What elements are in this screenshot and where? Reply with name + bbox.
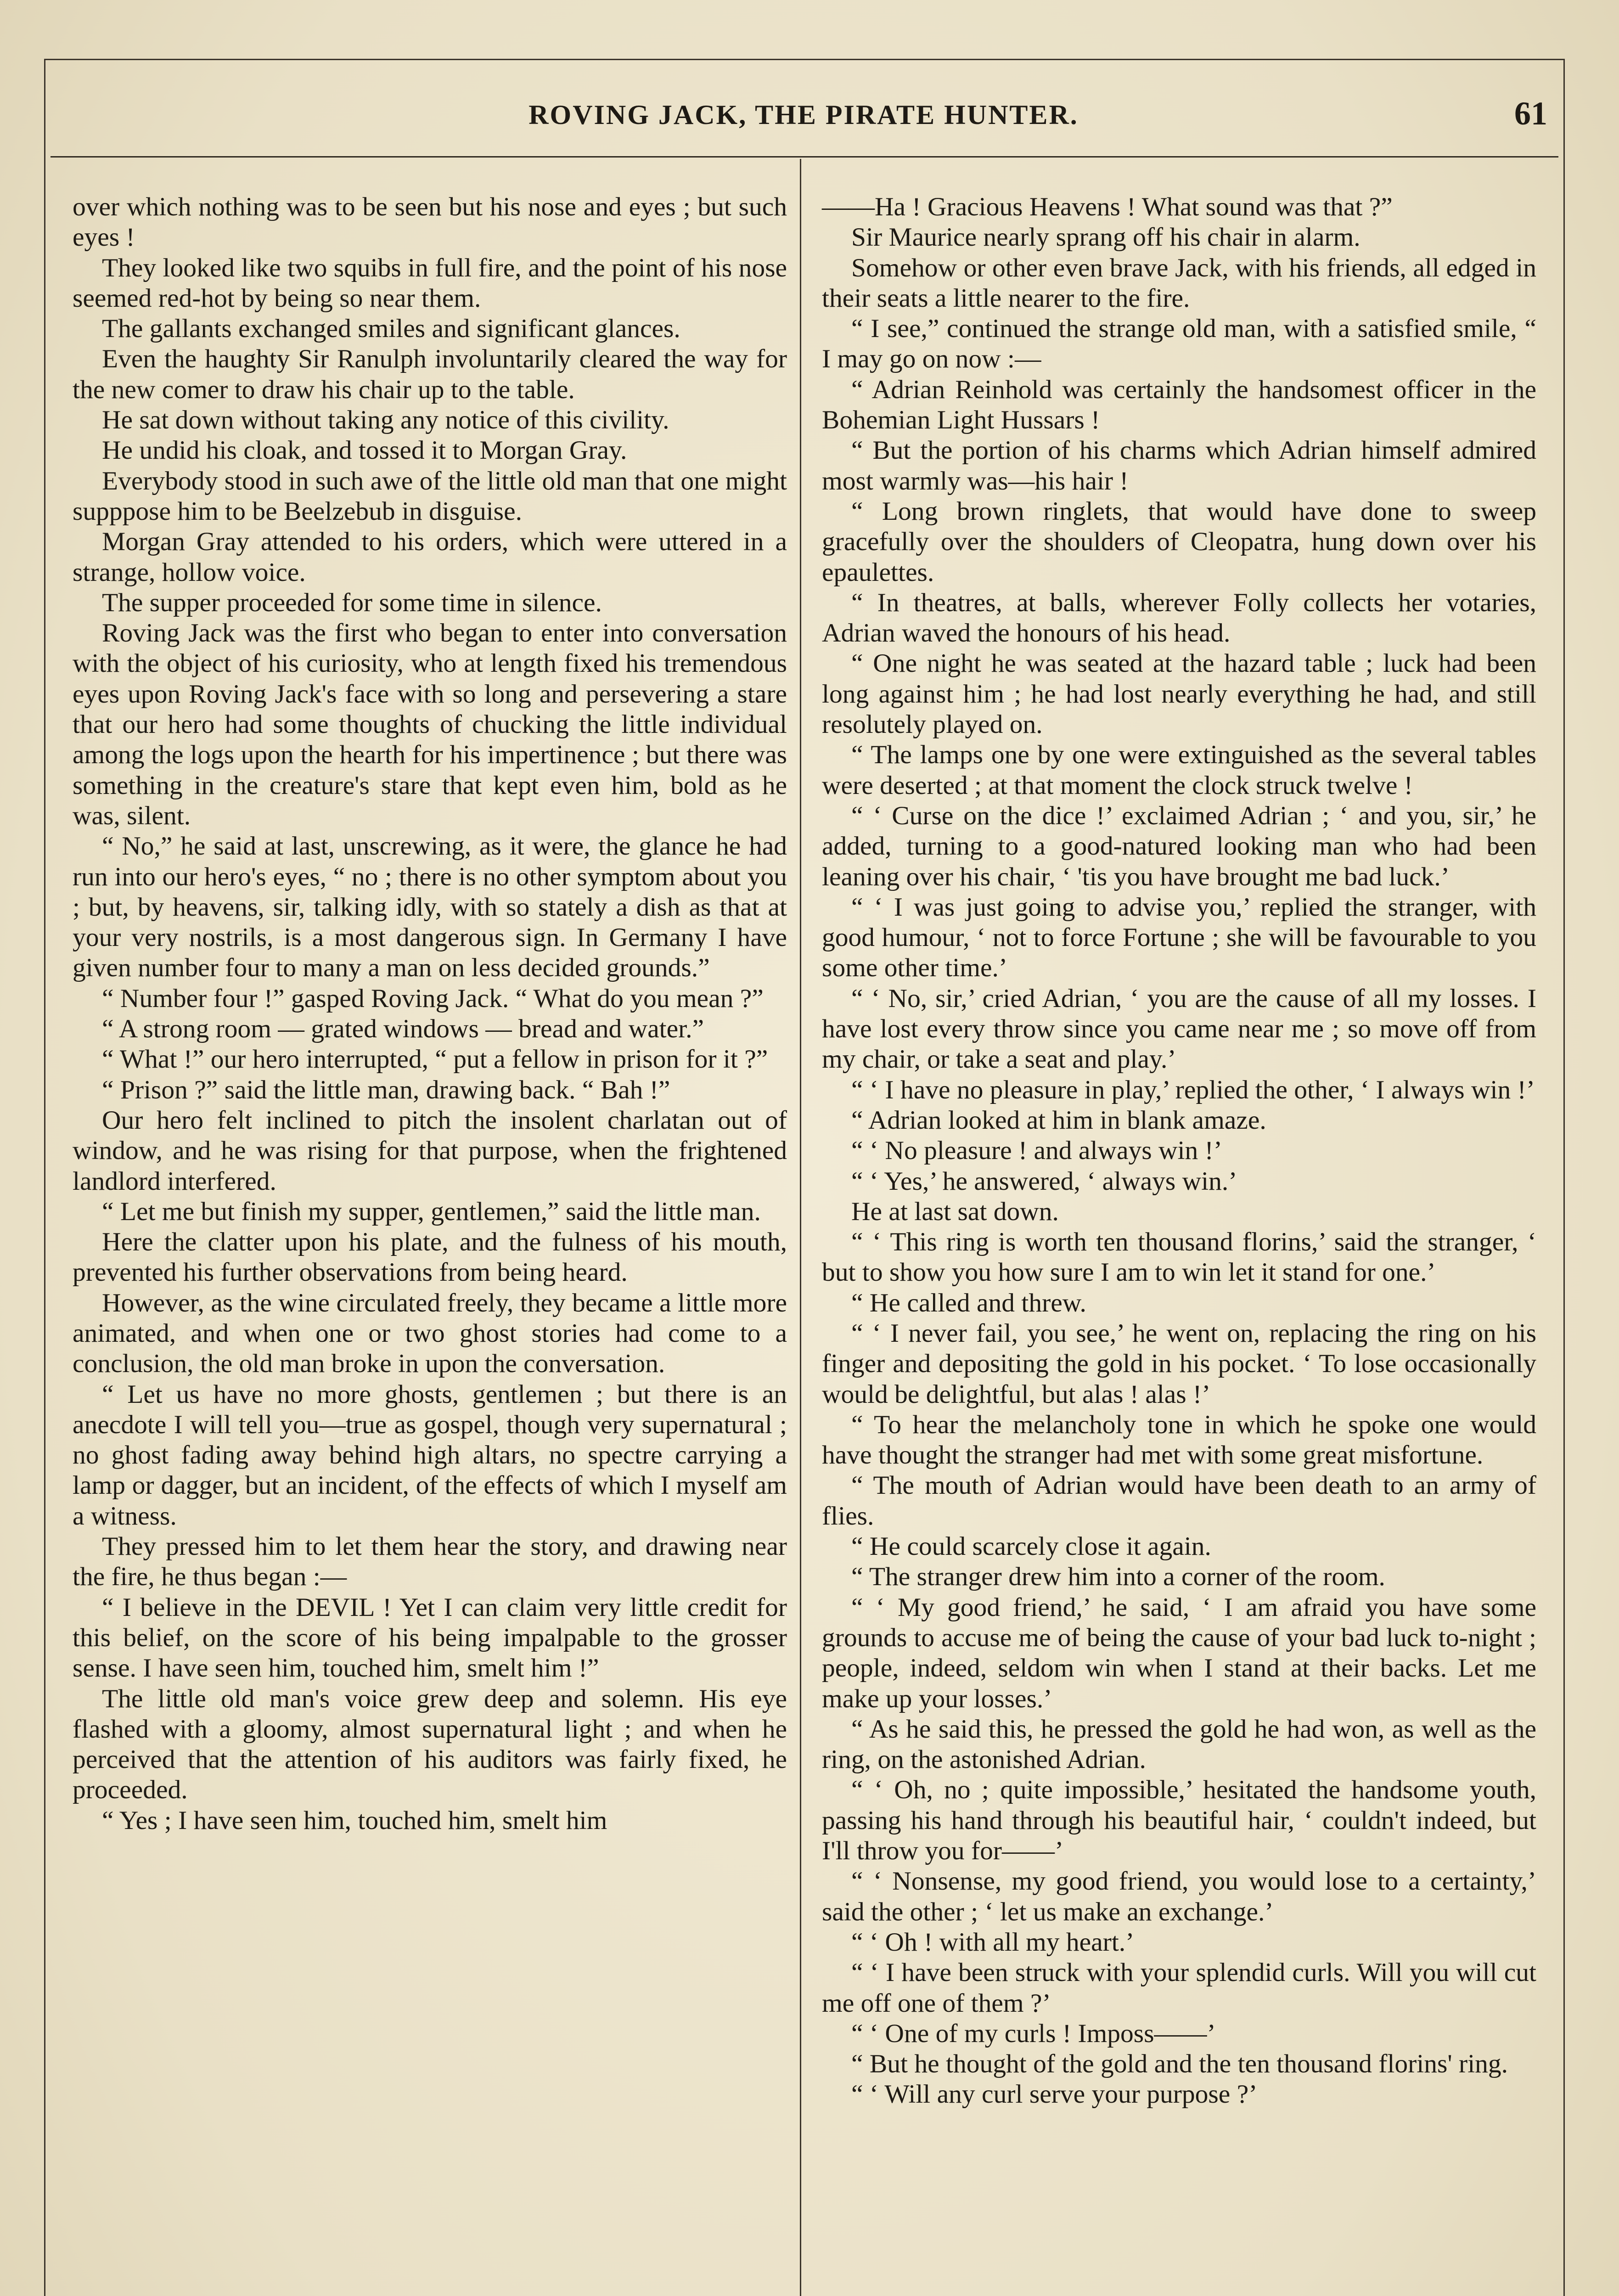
paragraph: He sat down without taking any notice of this civility.	[102, 405, 669, 435]
paragraph: “ But the portion of his charms which Adrian himself admired most warmly was—his hair !	[822, 436, 1536, 495]
paragraph: “ He called and threw.	[851, 1288, 1086, 1317]
paragraph: Morgan Gray attended to his orders, which were uttered in a strange, hollow voice.	[73, 527, 787, 587]
paragraph: “ ‘ Oh, no ; quite impossible,’ hesitated the handsome youth, passing his hand through his beautiful hair, ‘ couldn't indeed, but I'll throw you for——’	[822, 1775, 1536, 1866]
paragraph: They pressed him to let them hear the story, and drawing near the fire, he thus began :—	[73, 1532, 787, 1592]
paragraph: “ ‘ Will any curl serve your purpose ?’	[851, 2080, 1258, 2109]
paragraph: “ In theatres, at balls, wherever Folly collects her votaries, Adrian waved the honours of his head.	[822, 588, 1536, 648]
paragraph: “ Adrian Reinhold was certainly the handsomest officer in the Bohemian Light Hussars !	[822, 375, 1536, 435]
paragraph: However, as the wine circulated freely, they became a little more animated, and when one or two ghost stories had come to a conclusion, the old man broke in upon the conversation.	[73, 1288, 787, 1379]
paragraph: Our hero felt inclined to pitch the insolent charlatan out of window, and he was rising for that purpose, when the frightened landlord interfered.	[73, 1105, 787, 1196]
paragraph: “ ‘ Yes,’ he answered, ‘ always win.’	[851, 1166, 1237, 1196]
paragraph: “ What !” our hero interrupted, “ put a fellow in prison for it ?”	[102, 1045, 768, 1074]
column-rule	[800, 159, 801, 2296]
paragraph: The gallants exchanged smiles and significant glances.	[102, 314, 680, 343]
paragraph: “ ‘ No pleasure ! and always win !’	[851, 1136, 1222, 1165]
paragraph: “ Long brown ringlets, that would have done to sweep gracefully over the shoulders of Cleopatra, hung down over his epaulettes.	[822, 496, 1536, 587]
paragraph: Everybody stood in such awe of the little old man that one might supppose him to be Beelzebub in disguise.	[73, 466, 787, 526]
paragraph: “ ‘ I have no pleasure in play,’ replied the other, ‘ I always win !’	[851, 1075, 1535, 1104]
paragraph: Even the haughty Sir Ranulph involuntarily cleared the way for the new comer to draw his chair up to the table.	[73, 344, 787, 404]
paragraph: He undid his cloak, and tossed it to Morgan Gray.	[102, 436, 627, 465]
paragraph: “ He could scarcely close it again.	[851, 1532, 1211, 1561]
paragraph: “ One night he was seated at the hazard table ; luck had been long against him ; he had lost nearly everything he had, and still resolutely played on.	[822, 649, 1536, 739]
paragraph: “ No,” he said at last, unscrewing, as it were, the glance he had run into our hero's eyes, “ no ; there is no other symptom about you ; but, by heavens, sir, talking idly, with so stately a dish as that at your very nostrils, is a most dangerous sign. In Germany I have given number four to many a man on less decided grounds.”	[73, 832, 787, 983]
paragraph: “ ‘ This ring is worth ten thousand florins,’ said the stranger, ‘ but to show you how sure I am to win let it stand for one.’	[822, 1227, 1536, 1287]
paragraph: “ The lamps one by one were extinguished as the several tables were deserted ; at that moment the clock struck twelve !	[822, 740, 1536, 800]
paragraph: “ ‘ One of my curls ! Imposs——’	[851, 2019, 1216, 2048]
paragraph: Somehow or other even brave Jack, with his friends, all edged in their seats a little nearer to the fire.	[822, 253, 1536, 313]
running-title: ROVING JACK, THE PIRATE HUNTER.	[528, 100, 1079, 130]
paragraph: “ ‘ I never fail, you see,’ he went on, replacing the ring on his finger and depositing the gold in his pocket. ‘ To lose occasionally would be delightful, but alas ! alas !’	[822, 1318, 1536, 1409]
header-rule	[51, 156, 1558, 158]
paragraph: Here the clatter upon his plate, and the fulness of his mouth, prevented his further observations from being heard.	[73, 1227, 787, 1287]
paragraph: “ ‘ Nonsense, my good friend, you would lose to a certainty,’ said the other ; ‘ let us make an exchange.’	[822, 1867, 1536, 1926]
paragraph: ——Ha ! Gracious Heavens ! What sound was that ?”	[822, 192, 1393, 221]
paragraph: “ Let me but finish my supper, gentlemen,” said the little man.	[102, 1197, 761, 1226]
paragraph: Sir Maurice nearly sprang off his chair in alarm.	[851, 223, 1360, 252]
paragraph: “ ‘ I was just going to advise you,’ replied the stranger, with good humour, ‘ not to force Fortune ; she will be favourable to you some other time.’	[822, 892, 1536, 983]
paragraph: “ The mouth of Adrian would have been death to an army of flies.	[822, 1471, 1536, 1531]
paragraph: “ To hear the melancholy tone in which he spoke one would have thought the stranger had met with some great misfortune.	[822, 1410, 1536, 1470]
paragraph: They looked like two squibs in full fire, and the point of his nose seemed red-hot by being so near them.	[73, 253, 787, 313]
paragraph: “ I see,” continued the strange old man, with a satisfied smile, “ I may go on now :—	[822, 314, 1536, 374]
right-column	[822, 192, 1536, 2110]
paragraph: “ ‘ No, sir,’ cried Adrian, ‘ you are the cause of all my losses. I have lost every throw since you came near me ; so move off from my chair, or take a seat and play.’	[822, 984, 1536, 1074]
paragraph: “ Yes ; I have seen him, touched him, smelt him	[102, 1806, 607, 1835]
page-number: 61	[1514, 95, 1547, 132]
paragraph: “ Prison ?” said the little man, drawing back. “ Bah !”	[102, 1075, 670, 1104]
paragraph: over which nothing was to be seen but his nose and eyes ; but such eyes !	[73, 192, 787, 252]
running-header	[51, 82, 1557, 151]
paragraph: “ ‘ My good friend,’ he said, ‘ I am afraid you have some grounds to accuse me of being the cause of your bad luck to-night ; people, indeed, seldom win when I stand at their backs. Let me make up your losses.’	[822, 1593, 1536, 1713]
paragraph: “ Adrian looked at him in blank amaze.	[851, 1105, 1266, 1135]
paragraph: “ But he thought of the gold and the ten thousand florins' ring.	[851, 2049, 1508, 2079]
paragraph: The little old man's voice grew deep and solemn. His eye flashed with a gloomy, almost supernatural light ; and when he perceived that the attention of his auditors was fairly fixed, he proceeded.	[73, 1684, 787, 1805]
left-column	[73, 192, 787, 1836]
paragraph: “ As he said this, he pressed the gold he had won, as well as the ring, on the astonished Adrian.	[822, 1714, 1536, 1774]
paragraph: “ The stranger drew him into a corner of the room.	[851, 1562, 1385, 1592]
paragraph: “ I believe in the DEVIL ! Yet I can claim very little credit for this belief, on the score of his being impalpable to the grosser sense. I have seen him, touched him, smelt him !”	[73, 1593, 787, 1683]
paragraph: “ A strong room — grated windows — bread and water.”	[102, 1014, 704, 1044]
paragraph: He at last sat down.	[851, 1197, 1059, 1226]
paragraph: “ ‘ Oh ! with all my heart.’	[851, 1927, 1135, 1957]
paragraph: “ Number four !” gasped Roving Jack. “ What do you mean ?”	[102, 984, 764, 1013]
paragraph: The supper proceeded for some time in silence.	[102, 588, 602, 617]
paragraph: Roving Jack was the first who began to enter into conversation with the object of his curiosity, who at length fixed his tremendous eyes upon Roving Jack's face with so long and persevering a stare that our hero had some thoughts of chucking the little individual among the logs upon the hearth for his impertinence ; but there was something in the creature's stare that kept even him, bold as he was, silent.	[73, 619, 787, 830]
paragraph: “ ‘ Curse on the dice !’ exclaimed Adrian ; ‘ and you, sir,’ he added, turning to a good-natured looking man who had been leaning over his chair, ‘ 'tis you have brought me bad luck.’	[822, 801, 1536, 891]
paragraph: “ ‘ I have been struck with your splendid curls. Will you will cut me off one of them ?’	[822, 1958, 1536, 2018]
paragraph: “ Let us have no more ghosts, gentlemen ; but there is an anecdote I will tell you—true as gospel, though very supernatural ; no ghost fading away behind high altars, no spectre carrying a lamp or dagger, but an incident, of the effects of which I myself am a witness.	[73, 1379, 787, 1531]
